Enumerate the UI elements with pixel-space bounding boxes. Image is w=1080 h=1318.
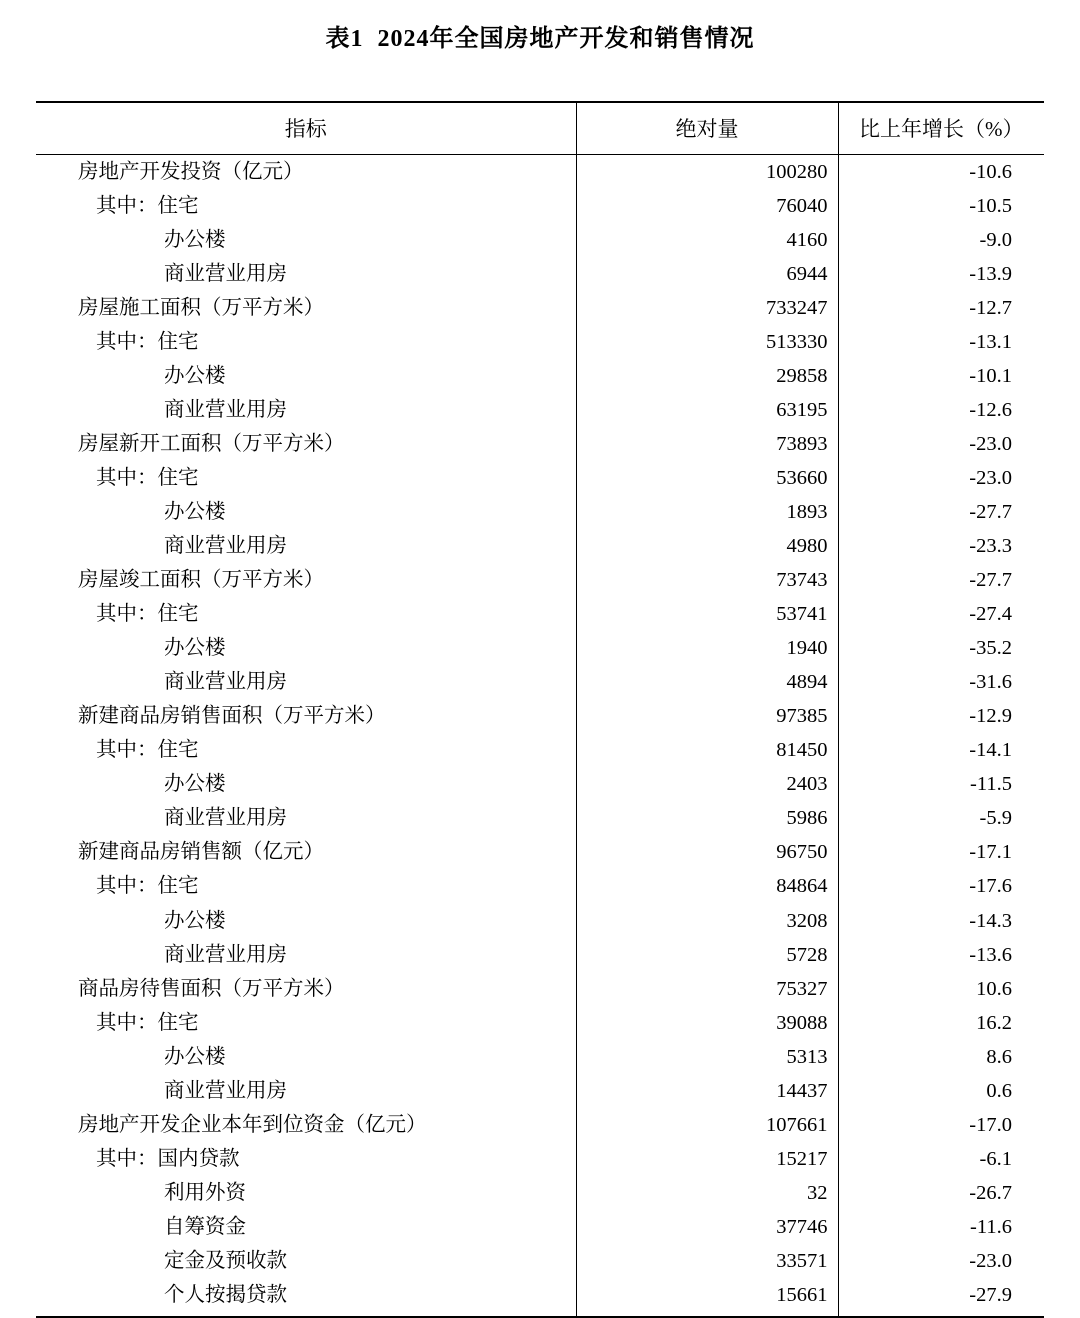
table-row [36,257,1044,291]
row-growth-value: -6.1 [838,1142,1044,1176]
table-row [36,393,1044,427]
table-row [36,768,1044,802]
row-growth-value: -23.0 [838,427,1044,461]
column-header-indicator: 指标 [36,102,576,155]
table-row [36,1142,1044,1176]
real-estate-table [36,101,1044,1318]
row-absolute-value: 4894 [576,666,838,700]
table-row [36,904,1044,938]
row-label: 办公楼 [164,228,226,251]
row-growth-value: -12.6 [838,393,1044,427]
row-growth-value: -13.9 [838,257,1044,291]
row-growth-value: -12.7 [838,291,1044,325]
row-absolute-value: 96750 [576,836,838,870]
row-label: 商业营业用房 [164,535,287,558]
row-label: 个人按揭贷款 [36,1279,576,1318]
row-absolute-value: 76040 [576,189,838,223]
row-growth-value: -11.5 [838,768,1044,802]
table-row [36,155,1044,190]
row-label: 定金及预收款 [164,1250,287,1272]
row-label: 商品房待售面积（万平方米） [78,977,345,1000]
row-absolute-value: 5313 [576,1040,838,1074]
table-row [36,530,1044,564]
table-row [36,1176,1044,1210]
row-growth-value: -11.6 [838,1210,1044,1244]
row-label: 其中：国内贷款 [96,1147,240,1170]
row-growth-value: 10.6 [838,972,1044,1006]
table-row [36,1006,1044,1040]
row-label: 办公楼 [164,773,226,796]
row-absolute-value: 1893 [576,495,838,529]
row-absolute-value: 14437 [576,1074,838,1108]
table-row [36,564,1044,598]
row-label: 房屋竣工面积（万平方米） [78,569,324,592]
table-row [36,189,1044,223]
row-label: 房屋施工面积（万平方米） [78,296,324,319]
row-absolute-value: 53741 [576,598,838,632]
row-growth-value: -35.2 [838,632,1044,666]
table-row [36,632,1044,666]
row-growth-value: -13.6 [838,938,1044,972]
table-row [36,1108,1044,1142]
table-row [36,972,1044,1006]
row-label: 新建商品房销售面积（万平方米） [78,705,386,728]
row-absolute-value: 733247 [576,291,838,325]
row-absolute-value: 3208 [576,904,838,938]
table-row [36,870,1044,904]
row-growth-value: -26.7 [838,1176,1044,1210]
row-growth-value: -27.7 [838,564,1044,598]
header-row [36,102,1044,155]
row-growth-value: 0.6 [838,1074,1044,1108]
table-row [36,734,1044,768]
row-label: 利用外资 [164,1181,246,1204]
row-label: 办公楼 [164,364,226,387]
table-number: 表1 [325,26,364,52]
table-row [36,700,1044,734]
row-label: 其中：住宅 [96,875,199,898]
table-row [36,223,1044,257]
row-absolute-value: 107661 [576,1108,838,1142]
row-label: 商业营业用房 [164,807,287,830]
row-label: 房地产开发投资（亿元） [78,160,304,183]
table-header [36,102,1044,155]
row-absolute-value: 15217 [576,1142,838,1176]
row-absolute-value: 37746 [576,1210,838,1244]
table-row [36,1210,1044,1244]
table-row [36,461,1044,495]
table-row [36,495,1044,529]
page-title [0,0,1080,63]
row-label: 办公楼 [164,500,226,523]
row-label: 商业营业用房 [164,398,287,421]
row-growth-value: -10.5 [838,189,1044,223]
row-growth-value: -27.7 [838,495,1044,529]
row-absolute-value: 75327 [576,972,838,1006]
row-absolute-value: 84864 [576,870,838,904]
row-growth-value: -17.0 [838,1108,1044,1142]
row-label: 其中：住宅 [96,739,199,762]
column-header-absolute: 绝对量 [576,102,838,155]
table-row [36,1279,1044,1318]
table-row [36,1074,1044,1108]
row-absolute-value: 29858 [576,359,838,393]
table-row [36,802,1044,836]
row-label: 自筹资金 [164,1215,246,1238]
row-growth-value: -14.3 [838,904,1044,938]
row-label: 其中：住宅 [96,194,199,217]
row-absolute-value: 53660 [576,461,838,495]
row-growth-value: -10.1 [838,359,1044,393]
row-growth-value: 8.6 [838,1040,1044,1074]
row-label: 新建商品房销售额（亿元） [78,841,324,864]
row-label: 其中：住宅 [96,1011,199,1034]
row-absolute-value: 5728 [576,938,838,972]
row-growth-value: -23.0 [838,461,1044,495]
row-absolute-value: 100280 [576,155,838,190]
row-growth-value: -12.9 [838,700,1044,734]
row-growth-value: -23.3 [838,530,1044,564]
table-row [36,938,1044,972]
row-growth-value: -13.1 [838,325,1044,359]
row-label: 办公楼 [164,637,226,660]
row-absolute-value: 73743 [576,564,838,598]
table-row [36,291,1044,325]
row-absolute-value: 39088 [576,1006,838,1040]
row-label: 商业营业用房 [164,943,287,966]
row-absolute-value: 15661 [576,1279,838,1318]
table-row [36,836,1044,870]
row-label: 商业营业用房 [164,671,287,694]
row-growth-value: -27.4 [838,598,1044,632]
row-absolute-value: 63195 [576,393,838,427]
table-body [36,155,1044,1318]
row-absolute-value: 81450 [576,734,838,768]
table-row [36,1040,1044,1074]
row-growth-value: -17.6 [838,870,1044,904]
row-growth-value: -31.6 [838,666,1044,700]
table-title-text: 2024年全国房地产开发和销售情况 [377,26,755,52]
table-row [36,1245,1044,1279]
row-label: 房地产开发企业本年到位资金（亿元） [78,1113,427,1136]
row-absolute-value: 33571 [576,1245,838,1279]
row-growth-value: -5.9 [838,802,1044,836]
row-absolute-value: 73893 [576,427,838,461]
row-absolute-value: 5986 [576,802,838,836]
row-growth-value: -10.6 [838,155,1044,190]
table-row [36,598,1044,632]
row-label: 商业营业用房 [164,1079,287,1102]
row-label: 房屋新开工面积（万平方米） [78,432,345,455]
row-absolute-value: 2403 [576,768,838,802]
row-label: 办公楼 [164,909,226,932]
row-growth-value: -23.0 [838,1245,1044,1279]
row-absolute-value: 97385 [576,700,838,734]
row-label: 其中：住宅 [96,466,199,489]
row-absolute-value: 513330 [576,325,838,359]
row-label: 其中：住宅 [96,330,199,353]
column-header-growth: 比上年增长（%） [838,102,1044,155]
table-row [36,325,1044,359]
row-absolute-value: 32 [576,1176,838,1210]
row-absolute-value: 4980 [576,530,838,564]
row-growth-value: -9.0 [838,223,1044,257]
table-row [36,666,1044,700]
table-row [36,427,1044,461]
row-label: 其中：住宅 [96,603,199,626]
row-label: 办公楼 [164,1045,226,1068]
row-growth-value: 16.2 [838,1006,1044,1040]
row-absolute-value: 1940 [576,632,838,666]
row-growth-value: -17.1 [838,836,1044,870]
row-absolute-value: 4160 [576,223,838,257]
row-label: 商业营业用房 [164,262,287,285]
row-growth-value: -27.9 [838,1279,1044,1318]
row-absolute-value: 6944 [576,257,838,291]
table-row [36,359,1044,393]
row-growth-value: -14.1 [838,734,1044,768]
